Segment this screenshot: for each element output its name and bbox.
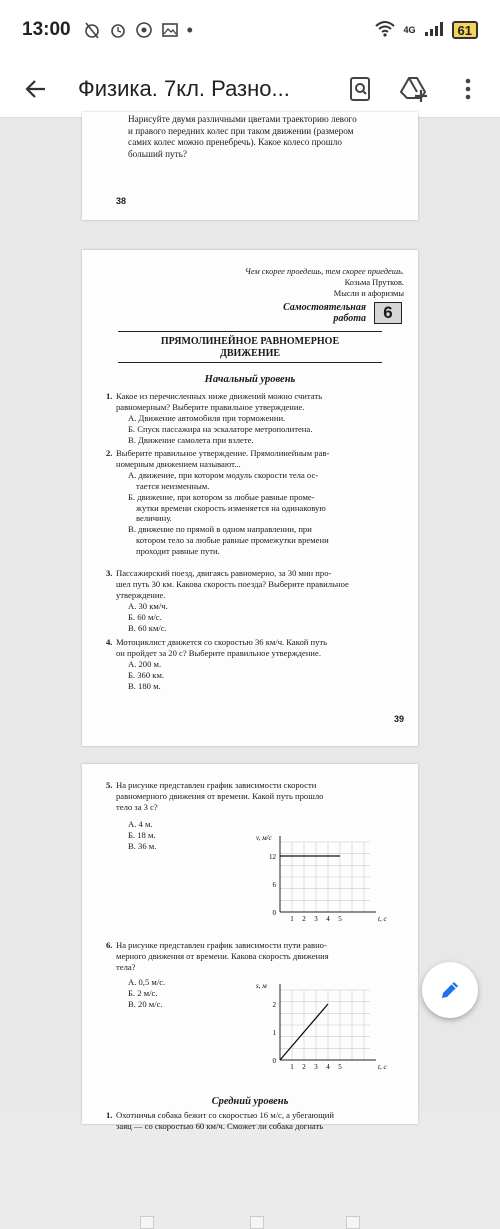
answer-option: А. 0,5 м/с. <box>128 976 166 987</box>
topic-line: ДВИЖЕНИЕ <box>219 348 281 359</box>
drive-add-icon <box>399 75 429 103</box>
work-label <box>283 302 366 324</box>
x-tick-label: 5 <box>338 1063 342 1071</box>
question-line: Мотоциклист движется со скоростью 36 км/ч. Какой путь <box>116 637 328 647</box>
work-number: 6 <box>374 302 402 324</box>
question-line: мерного движения от времени. Какова скорость движения <box>116 950 329 961</box>
text-line: больший путь? <box>128 148 187 159</box>
battery-indicator: 61 <box>452 21 478 39</box>
status-bar <box>0 0 500 60</box>
answer-option: В. движение по прямой в одном направлении, при <box>128 524 312 535</box>
wifi-icon <box>374 20 396 41</box>
answer-option: А. 30 км/ч. <box>128 600 168 611</box>
question-line: Охотничья собака бежит со скоростью 16 м/с, а убегающий <box>116 1110 334 1120</box>
work-label-line: Самостоятельная <box>283 302 366 313</box>
question-number: 2. <box>106 448 113 458</box>
x-tick-label: 2 <box>302 1063 306 1071</box>
question-1 <box>106 391 406 446</box>
toolbar-ghost-icon <box>250 1216 264 1229</box>
y-tick-label: 0 <box>272 909 276 917</box>
x-tick-label: 1 <box>290 915 294 923</box>
x-tick-label: 3 <box>314 1063 318 1071</box>
y-axis-label: s, м <box>256 982 267 990</box>
question-line: На рисунке представлен график зависимости скорости <box>116 780 317 790</box>
answer-option: Б. движение, при котором за любые равные проме- <box>128 491 315 502</box>
toolbar-ghost-icon <box>140 1216 154 1229</box>
question-number: 1. <box>106 391 113 401</box>
edit-fab-button[interactable] <box>422 962 478 1018</box>
answer-option: В. 180 м. <box>128 680 161 691</box>
arrow-left-icon <box>24 77 48 101</box>
page-39 <box>82 250 418 746</box>
level-heading: Средний уровень <box>211 1096 289 1107</box>
level-heading: Начальный уровень <box>204 374 296 385</box>
answer-option: тается неизменным. <box>136 480 210 491</box>
divider <box>118 331 382 332</box>
more-options-button[interactable] <box>452 73 484 105</box>
status-time: 13:00 <box>22 19 71 40</box>
question-number: 6. <box>106 940 113 950</box>
add-to-drive-button[interactable] <box>398 73 430 105</box>
question-line: На рисунке представлен график зависимости пути равно- <box>116 940 327 950</box>
answer-option: Б. 18 м. <box>128 829 156 840</box>
answer-option: Б. Спуск пассажира на эскалаторе метрополитена. <box>128 423 313 434</box>
question-line: утверждение. <box>116 589 166 600</box>
x-tick-label: 5 <box>338 915 342 923</box>
answer-option: А. движение, при котором модуль скорости тела ос- <box>128 469 319 480</box>
answer-option: В. 36 м. <box>128 840 157 851</box>
question-line: номерным движением называют... <box>116 458 241 469</box>
question-line: он пройдет за 20 с? Выберите правильное утверждение. <box>116 647 321 658</box>
whatsapp-icon <box>135 21 153 39</box>
y-tick-label: 0 <box>272 1057 276 1065</box>
pencil-icon <box>438 978 462 1002</box>
distance-time-chart <box>250 978 387 1078</box>
question-line: Выберите правильное утверждение. Прямолинейным рав- <box>116 448 330 458</box>
question-number: 5. <box>106 780 113 790</box>
more-notifications-icon: • <box>186 19 193 40</box>
answer-option: А. 4 м. <box>128 818 153 829</box>
y-axis-label: v, м/с <box>256 834 272 842</box>
y-tick-label: 2 <box>272 1001 276 1009</box>
x-tick-label: 2 <box>302 915 306 923</box>
page-number: 38 <box>116 196 127 206</box>
question-4 <box>106 637 406 692</box>
network-type: 4G <box>403 25 416 35</box>
question-line: заяц — со скоростью 60 км/ч. Сможет ли собака догнать <box>116 1120 324 1131</box>
epigraph-quote: Чем скорее проедешь, тем скорее приедешь. <box>245 267 404 276</box>
status-icons <box>83 20 193 41</box>
divider <box>118 362 382 363</box>
page-40 <box>82 764 418 1131</box>
page-number: 39 <box>393 714 404 724</box>
question-line: равномерного движения от времени. Какой путь прошло <box>116 790 324 801</box>
answer-option: А. Движение автомобиля при торможении. <box>128 412 286 423</box>
y-tick-label: 12 <box>269 853 276 861</box>
question-number: 3. <box>106 568 113 578</box>
document-viewer[interactable] <box>0 114 500 1131</box>
document-title: Физика. 7кл. Разно... <box>78 75 290 101</box>
answer-option: В. Движение самолета при взлете. <box>128 434 254 445</box>
image-icon <box>161 21 179 39</box>
page-38 <box>82 112 418 220</box>
epigraph <box>245 266 404 299</box>
back-button[interactable] <box>16 69 56 109</box>
signal-icon <box>424 21 444 40</box>
alarm-icon <box>109 21 127 39</box>
answer-option: Б. 60 м/с. <box>128 611 162 622</box>
question-1-middle <box>106 1110 406 1132</box>
more-vert-icon <box>464 77 472 101</box>
x-tick-label: 3 <box>314 915 318 923</box>
topic-title <box>118 336 382 360</box>
y-tick-label: 6 <box>272 881 276 889</box>
x-tick-label: 1 <box>290 1063 294 1071</box>
question-number: 4. <box>106 637 113 647</box>
alarm-off-icon <box>83 21 101 39</box>
text-line: самих колес можно пренебречь). Какое колесо прошло <box>128 137 342 148</box>
answer-option: жутки времени скорость изменяется на одинаковую <box>136 502 326 513</box>
y-tick-label: 1 <box>272 1029 276 1037</box>
velocity-time-chart <box>250 830 387 930</box>
topic-line: ПРЯМОЛИНЕЙНОЕ РАВНОМЕРНОЕ <box>160 336 340 347</box>
text-line: Нарисуйте двумя различными цветами траекторию левого <box>128 114 357 124</box>
epigraph-source: Мысли и афоризмы <box>333 289 404 298</box>
answer-option: А. 200 м. <box>128 658 162 669</box>
x-axis-label: t, с <box>378 1063 387 1071</box>
question-line: тела? <box>116 961 136 972</box>
doc-search-icon <box>346 75 374 103</box>
question-3 <box>106 568 406 633</box>
x-tick-label: 4 <box>326 1063 330 1071</box>
lens-search-button[interactable] <box>344 73 376 105</box>
answer-option: проходит равные пути. <box>136 546 220 557</box>
answer-option: величину. <box>136 513 172 524</box>
x-tick-label: 4 <box>326 915 330 923</box>
question-line: Какое из перечисленных ниже движений можно считать <box>116 391 323 401</box>
toolbar-ghost-icon <box>346 1216 360 1229</box>
answer-option: Б. 360 км. <box>128 669 165 680</box>
text-line: и правого передних колес при таком движении (размером <box>128 125 354 136</box>
question-number: 1. <box>106 1110 113 1120</box>
work-label-line: работа <box>333 313 366 324</box>
answer-option: В. 60 км/с. <box>128 622 167 633</box>
epigraph-author: Козьма Прутков. <box>344 278 404 287</box>
question-line: шел путь 30 км. Какова скорость поезда? Выберите правильное <box>116 578 349 589</box>
question-line: равномерным? Выберите правильное утверждение. <box>116 401 305 412</box>
page-text <box>128 114 418 160</box>
status-right <box>374 20 478 41</box>
question-line: Пассажирский поезд, двигаясь равномерно, за 30 мин про- <box>116 568 332 578</box>
answer-option: котором тело за любые равные промежутки времени <box>136 535 329 546</box>
x-axis-label: t, с <box>378 915 387 923</box>
answer-option: В. 20 м/с. <box>128 998 163 1009</box>
app-bar <box>0 60 500 118</box>
question-2 <box>106 448 406 557</box>
answer-option: Б. 2 м/с. <box>128 987 158 998</box>
question-line: тело за 3 с? <box>116 801 158 812</box>
